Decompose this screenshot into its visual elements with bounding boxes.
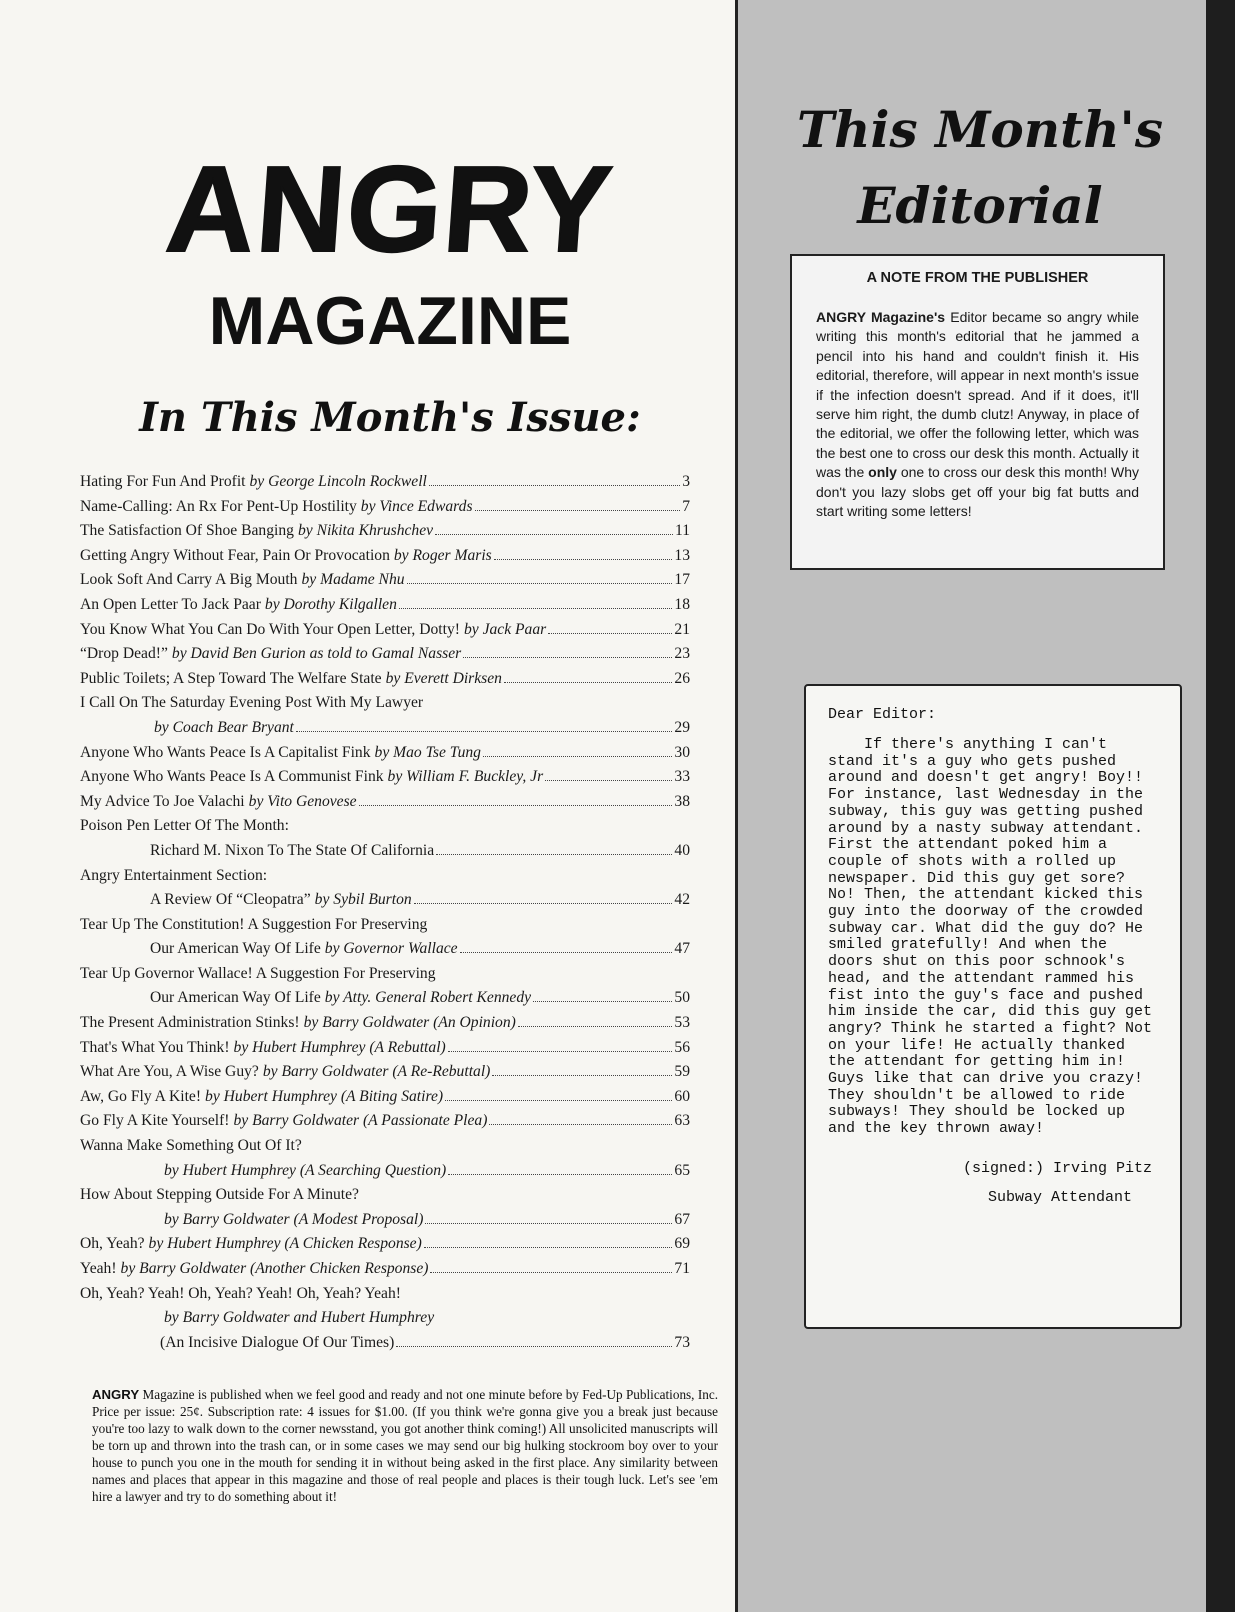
toc-page: 29 xyxy=(674,718,690,736)
toc-title: Getting Angry Without Fear, Pain Or Provocation xyxy=(80,546,390,564)
toc-page: 71 xyxy=(674,1260,690,1277)
toc-author: by Vince Edwards xyxy=(360,497,473,515)
toc-page: 63 xyxy=(674,1112,690,1130)
toc-title: Richard M. Nixon To The State Of California xyxy=(150,841,435,859)
toc-entry xyxy=(80,691,690,716)
toc-entry xyxy=(80,544,690,569)
toc-page: 60 xyxy=(674,1087,690,1105)
toc-entry xyxy=(80,667,690,692)
toc-author: by Hubert Humphrey (A Searching Question) xyxy=(164,1161,447,1179)
toc-author: by Barry Goldwater and Hubert Humphrey xyxy=(164,1309,435,1327)
toc-leader xyxy=(533,1001,672,1002)
toc-author: by Mao Tse Tung xyxy=(374,743,481,761)
toc-title: Name-Calling: An Rx For Pent-Up Hostility xyxy=(80,497,357,515)
toc-leader xyxy=(548,633,672,634)
toc-page: 73 xyxy=(674,1333,690,1351)
toc-title: Tear Up The Constitution! A Suggestion For Preserving xyxy=(80,915,428,933)
toc-author: by Sybil Burton xyxy=(314,891,412,909)
toc-entry xyxy=(80,962,690,987)
toc-page: 38 xyxy=(674,792,690,810)
toc-page: 23 xyxy=(674,645,690,663)
toc-leader xyxy=(414,903,673,904)
toc-entry xyxy=(80,470,690,495)
toc-page: 18 xyxy=(674,595,690,613)
letter-salutation: Dear Editor: xyxy=(828,706,937,723)
toc-entry xyxy=(80,568,690,593)
toc-title: An Open Letter To Jack Paar xyxy=(80,595,261,613)
toc-author: by David Ben Gurion as told to Gamal Nasser xyxy=(171,645,462,663)
toc-leader xyxy=(494,559,673,560)
toc-author: by Atty. General Robert Kennedy xyxy=(324,989,532,1007)
toc-entry xyxy=(80,618,690,643)
toc-author: by Hubert Humphrey (A Rebuttal) xyxy=(233,1038,446,1056)
magazine-subtitle: MAGAZINE xyxy=(208,283,572,359)
toc-entry xyxy=(80,1159,690,1184)
toc-page: 21 xyxy=(674,620,690,638)
toc-title: You Know What You Can Do With Your Open Letter, Dotty! xyxy=(80,620,460,638)
letter-body: If there's anything I can't stand it's a guy who gets pushed around and doesn't get angry! Boy!! For instance, last Wednesday in the subway, this guy was getting pushed around by a nasty subway attendant. First the attendant poked him a couple of shots with a rolled up newspaper. Did this guy get sore? No! Then, the attendant kicked this guy into the doorway of the crowded subway car. What did the guy do? He smiled gratefully! And when the doors shut on this poor schnook's head, and the attendant rammed his fist into the guy's face and pushed him inside the car, did this guy get angry? Think he started a fight? Not on your life! He actually thanked the attendant for getting him in! Guys like that can drive you crazy! They shouldn't be allowed to ride subways! They should be locked up and the key thrown away! xyxy=(828,736,1162,1138)
toc-title: Look Soft And Carry A Big Mouth xyxy=(80,571,298,589)
toc-author: by Barry Goldwater (An Opinion) xyxy=(303,1014,516,1032)
toc-page: 59 xyxy=(674,1063,690,1081)
toc-page: 42 xyxy=(674,891,690,909)
toc-entry xyxy=(80,716,690,741)
toc-leader xyxy=(399,608,673,609)
toc-leader xyxy=(504,682,672,683)
letter-signature: (signed:) Irving Pitz xyxy=(962,1159,1152,1177)
toc-title: Our American Way Of Life xyxy=(150,940,321,958)
toc-leader xyxy=(425,1223,672,1224)
editorial-title xyxy=(760,92,1200,244)
toc-page: 53 xyxy=(674,1014,690,1032)
toc-leader xyxy=(435,534,673,535)
toc-page: 7 xyxy=(682,497,690,515)
toc-entry xyxy=(80,495,690,520)
toc-entry xyxy=(80,765,690,790)
toc-entry xyxy=(80,642,690,667)
toc-leader xyxy=(359,805,673,806)
toc-author: by Everett Dirksen xyxy=(385,669,502,687)
toc-entry xyxy=(80,913,690,938)
publisher-note-body xyxy=(816,308,1139,521)
toc-leader xyxy=(430,1272,672,1273)
toc-entry xyxy=(80,1183,690,1208)
toc-title: Poison Pen Letter Of The Month: xyxy=(80,817,289,835)
toc-author: by Hubert Humphrey (A Chicken Response) xyxy=(148,1235,422,1253)
letter-to-editor xyxy=(804,684,1182,1329)
toc-leader xyxy=(424,1247,673,1248)
toc-page: 17 xyxy=(674,571,690,589)
publisher-note-emphasis: only xyxy=(868,464,897,481)
toc-entry xyxy=(80,1331,690,1356)
toc-title: What Are You, A Wise Guy? xyxy=(80,1063,259,1081)
toc-title: Aw, Go Fly A Kite! xyxy=(80,1087,202,1105)
toc-leader xyxy=(407,583,673,584)
toc-title: I Call On The Saturday Evening Post With My Lawyer xyxy=(80,694,424,712)
toc-title: Our American Way Of Life xyxy=(150,989,321,1007)
toc-title: Public Toilets; A Step Toward The Welfare State xyxy=(80,669,382,687)
toc-title: That's What You Think! xyxy=(80,1038,230,1056)
toc-entry xyxy=(80,986,690,1011)
toc-entry xyxy=(80,1109,690,1134)
toc-author: by Barry Goldwater (A Modest Proposal) xyxy=(164,1210,424,1228)
toc-title: Anyone Who Wants Peace Is A Capitalist Fink xyxy=(80,743,371,761)
publisher-note-text: Editor became so angry while writing this month's editorial that he jammed a pencil into his hand and couldn't finish it. His editorial, therefore, will appear in next month's issue if the infection doesn't spread. And if it does, it'll serve him right, the dumb clutz! Anyway, in place of the editorial, we offer the following letter, which was the best one to cross our desk this month. Actually it was the xyxy=(816,309,1139,481)
toc-leader xyxy=(475,510,681,511)
toc-title: Oh, Yeah? xyxy=(80,1235,145,1253)
toc-title: Anyone Who Wants Peace Is A Communist Fink xyxy=(80,768,384,786)
toc-entry xyxy=(80,864,690,889)
toc-entry xyxy=(80,937,690,962)
toc-entry xyxy=(80,1306,690,1331)
toc-title: The Satisfaction Of Shoe Banging xyxy=(80,522,294,540)
toc-title: My Advice To Joe Valachi xyxy=(80,792,245,810)
toc-leader xyxy=(448,1051,673,1052)
toc-leader xyxy=(545,780,672,781)
toc-page: 30 xyxy=(674,743,690,761)
toc-title: Oh, Yeah? Yeah! Oh, Yeah? Yeah! Oh, Yeah? Yeah! xyxy=(80,1284,401,1302)
toc-entry xyxy=(80,1085,690,1110)
toc-title: Wanna Make Something Out Of It? xyxy=(80,1137,302,1155)
toc-title: Angry Entertainment Section: xyxy=(80,866,268,884)
toc-title: Go Fly A Kite Yourself! xyxy=(80,1112,230,1130)
toc-author: by George Lincoln Rockwell xyxy=(249,473,427,490)
toc-author: by Jack Paar xyxy=(463,620,547,638)
publication-notice xyxy=(92,1386,718,1505)
toc-leader xyxy=(396,1346,672,1347)
toc-leader xyxy=(448,1174,672,1175)
issue-heading: In This Month's Issue: xyxy=(139,394,641,441)
toc-page: 69 xyxy=(674,1235,690,1253)
toc-page: 11 xyxy=(674,522,690,540)
toc-entry xyxy=(80,1232,690,1257)
toc-page: 3 xyxy=(682,473,690,490)
angry-logo: ANGRY xyxy=(162,141,618,277)
toc-entry xyxy=(80,888,690,913)
toc-author: by Barry Goldwater (A Passionate Plea) xyxy=(233,1112,488,1130)
toc-page: 67 xyxy=(674,1210,690,1228)
toc-author: by Coach Bear Bryant xyxy=(154,718,294,736)
page-edge xyxy=(1206,0,1235,1612)
toc-title: Tear Up Governor Wallace! A Suggestion For Preserving xyxy=(80,964,436,982)
toc-author: by William F. Buckley, Jr xyxy=(387,768,544,786)
editorial-title-line1: This Month's xyxy=(796,100,1164,159)
table-of-contents xyxy=(80,470,690,1355)
notice-text: Magazine is published when we feel good and ready and not one minute before by Fed-Up Publications, Inc. Price per issue: 25¢. Subscription rate: 4 issues for $1.00. (If you think we're gonna give you a break just because you're too lazy to walk down to the corner newsstand, you got another think coming!) All unsolicited manuscripts will be torn up and thrown into the trash can, or in some cases we may send our big hulking stockroom boy over to your house to punch you one in the mouth for sending it in without being asked in the first place. Any similarity between names and places that appear in this magazine and those of real people and places is their tough luck. Let's see 'em hire a lawyer and try to do something about it! xyxy=(92,1387,718,1504)
toc-entry xyxy=(80,1060,690,1085)
toc-entry xyxy=(80,593,690,618)
toc-entry xyxy=(80,790,690,815)
toc-author: by Roger Maris xyxy=(393,546,492,564)
toc-title: Hating For Fun And Profit xyxy=(80,473,246,490)
toc-entry xyxy=(80,741,690,766)
toc-title: The Present Administration Stinks! xyxy=(80,1014,300,1032)
toc-author: by Madame Nhu xyxy=(301,571,405,589)
toc-author: by Hubert Humphrey (A Biting Satire) xyxy=(205,1087,444,1105)
publisher-note-heading: A NOTE FROM THE PUBLISHER xyxy=(866,270,1089,286)
notice-brand: ANGRY xyxy=(92,1387,140,1402)
toc-title: “Drop Dead!” xyxy=(80,645,168,663)
publisher-note-text-end: one to cross our desk this month! Why don't you lazy slobs get off your big fat butts and start writing some letters! xyxy=(816,464,1139,520)
toc-page: 47 xyxy=(674,940,690,958)
toc-leader xyxy=(463,657,672,658)
toc-title: How About Stepping Outside For A Minute? xyxy=(80,1186,359,1204)
toc-author: by Governor Wallace xyxy=(324,940,458,958)
toc-title: A Review Of “Cleopatra” xyxy=(150,891,311,909)
toc-entry xyxy=(80,839,690,864)
toc-entry xyxy=(80,1208,690,1233)
toc-entry xyxy=(80,1134,690,1159)
toc-entry xyxy=(80,1257,690,1282)
publisher-note-box xyxy=(790,254,1165,570)
toc-title: Yeah! xyxy=(80,1260,117,1277)
toc-entry xyxy=(80,1036,690,1061)
toc-author: by Barry Goldwater (Another Chicken Response) xyxy=(120,1260,429,1277)
toc-entry xyxy=(80,1011,690,1036)
toc-author: by Barry Goldwater (A Re-Rebuttal) xyxy=(262,1063,491,1081)
toc-page: 50 xyxy=(674,989,690,1007)
toc-leader xyxy=(296,731,673,732)
toc-leader xyxy=(492,1075,672,1076)
toc-author: by Nikita Khrushchev xyxy=(297,522,434,540)
toc-entry xyxy=(80,814,690,839)
toc-author: by Dorothy Kilgallen xyxy=(264,595,397,613)
toc-leader xyxy=(489,1124,672,1125)
publisher-note-lead: ANGRY Magazine's xyxy=(816,309,946,325)
toc-page: 26 xyxy=(674,669,690,687)
letter-signer-title: Subway Attendant xyxy=(987,1188,1132,1206)
toc-page: 40 xyxy=(674,841,690,859)
toc-author: by Vito Genovese xyxy=(248,792,357,810)
toc-title: (An Incisive Dialogue Of Our Times) xyxy=(160,1333,395,1351)
toc-page: 13 xyxy=(674,546,690,564)
toc-page: 56 xyxy=(674,1038,690,1056)
editorial-title-line2: Editorial xyxy=(857,176,1103,235)
toc-page: 65 xyxy=(674,1161,690,1179)
toc-leader xyxy=(436,854,672,855)
toc-leader xyxy=(483,756,672,757)
toc-page: 33 xyxy=(674,768,690,786)
toc-leader xyxy=(460,952,673,953)
toc-leader xyxy=(429,485,680,486)
toc-leader xyxy=(445,1100,672,1101)
toc-entry xyxy=(80,519,690,544)
toc-entry xyxy=(80,1282,690,1307)
toc-leader xyxy=(518,1026,673,1027)
